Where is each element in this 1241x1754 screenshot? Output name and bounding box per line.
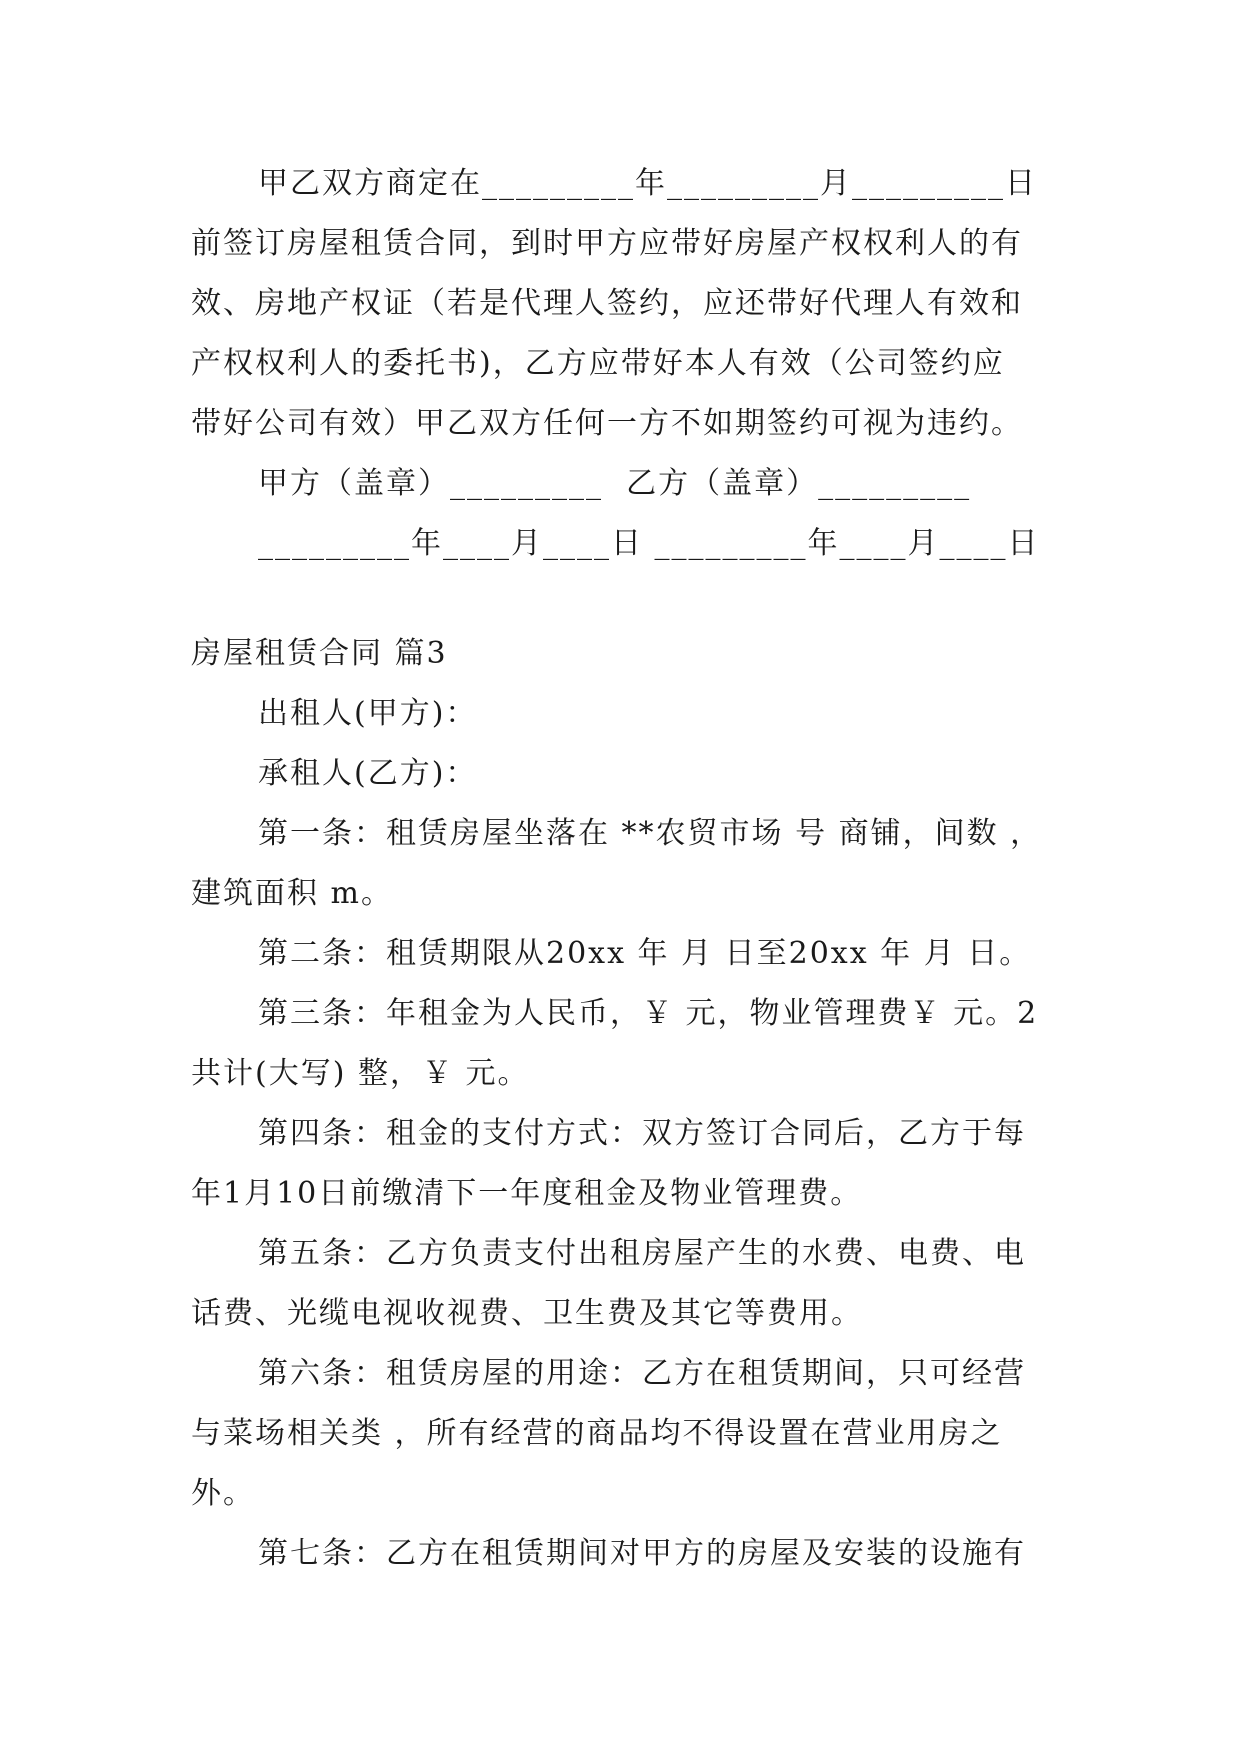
paragraph-line: 甲乙双方商定在_________年_________月_________日: [258, 166, 1037, 201]
article-6-line: 外。: [191, 1476, 255, 1511]
article-5-line: 第五条：乙方负责支付出租房屋产生的水费、电费、电: [258, 1236, 1026, 1271]
paragraph-line: 带好公司有效）甲乙双方任何一方不如期签约可视为违约。: [191, 406, 1023, 441]
article-6-line: 与菜场相关类 ，所有经营的商品均不得设置在营业用房之: [191, 1416, 1003, 1451]
article-5-line: 话费、光缆电视收视费、卫生费及其它等费用。: [191, 1296, 863, 1331]
signature-date-line: _________年____月____日 _________年____月____日: [258, 526, 1040, 561]
article-3-line: 共计(大写) 整，￥ 元。: [191, 1056, 530, 1091]
section-title: 房屋租赁合同 篇3: [191, 636, 448, 671]
article-3-line: 第三条：年租金为人民币，￥ 元，物业管理费￥ 元。2: [258, 996, 1039, 1031]
paragraph-line: 前签订房屋租赁合同，到时甲方应带好房屋产权权利人的有: [191, 226, 1023, 261]
article-4-line: 年1月10日前缴清下一年度租金及物业管理费。: [191, 1176, 863, 1211]
article-4-line: 第四条：租金的支付方式：双方签订合同后，乙方于每: [258, 1116, 1026, 1151]
article-1-line: 第一条：租赁房屋坐落在 **农贸市场 号 商铺，间数 ，: [258, 816, 1043, 851]
article-1-line: 建筑面积 m。: [191, 876, 393, 911]
paragraph-line: 效、房地产权证（若是代理人签约，应还带好代理人有效和: [191, 286, 1023, 321]
signature-line: 甲方（盖章）_________ 乙方（盖章）_________: [258, 466, 972, 501]
paragraph-line: 产权权利人的委托书)，乙方应带好本人有效（公司签约应: [191, 346, 1005, 381]
article-2-line: 第二条：租赁期限从20xx 年 月 日至20xx 年 月 日。: [258, 936, 1032, 971]
lessee-label: 承租人(乙方)：: [258, 756, 478, 791]
article-6-line: 第六条：租赁房屋的用途：乙方在租赁期间，只可经营: [258, 1356, 1026, 1391]
lessor-label: 出租人(甲方)：: [258, 696, 478, 731]
article-7-line: 第七条：乙方在租赁期间对甲方的房屋及安装的设施有: [258, 1536, 1026, 1571]
